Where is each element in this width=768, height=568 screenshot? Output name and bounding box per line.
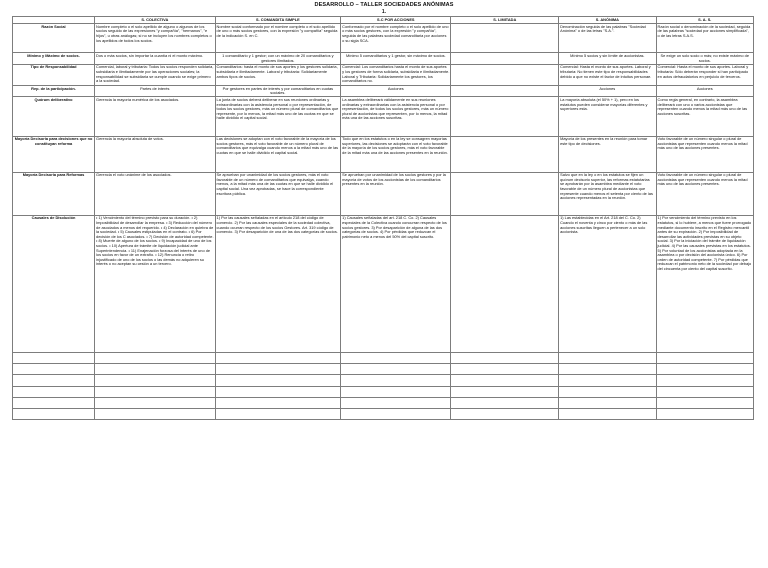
table-cell: Acciones — [341, 85, 451, 96]
row-label: Causales de Disolución — [13, 215, 95, 352]
table-cell: Comercial: Hasta el monto de sus aportes. Laboral y tributaria: No tienen este tipo de responsabilidades debido a que no existe el factor de intuitus personae. — [559, 64, 656, 85]
table-row — [13, 97, 754, 136]
table-row — [13, 136, 754, 172]
document-subtitle: 1. — [381, 9, 387, 15]
table-cell: Voto favorable de un número singular o plural de accionistas que representen cuando menos la mitad más uno de las acciones presentes. — [656, 136, 753, 172]
table-cell: Gerencia la mayoría absoluta de votos. — [95, 136, 216, 172]
table-cell — [451, 172, 559, 215]
table-cell: Nombre social conformado por el nombre completo o el solo apellido de uno o más socios gestores, con la expresión "y compañía" seguida de la indicación S. en C. — [215, 24, 341, 53]
table-cell: Comercial: Los comanditarios hasta el monto de sus aportes y los gestores de forma solidaria, subsidiaria e ilimitadamente. Laboral y Tributaria: Solidariamente los gestores, los comanditarios no. — [341, 64, 451, 85]
table-cell — [451, 136, 559, 172]
table-row — [13, 85, 754, 96]
table-cell: 1) Por vencimiento del término previsto en los estatutos, si lo hubiere, a menos que fuere prorrogado mediante documento inscrito en el Registro mercantil antes de su expiración. 2) Por imposibilidad de desarrollar las actividades previstas en su objeto social. 3) Por la iniciación del trámite de liquidación judicial. 4) Por las causales previstas en los estatutos. 5) Por voluntad de los accionistas adoptada en la asamblea o por decisión del accionista único. 6) Por orden de autoridad competente. 7) Por pérdidas que reduzcan el patrimonio neto de la sociedad por debajo del cincuenta por ciento del capital suscrito. — [656, 215, 753, 352]
row-label: Mayoría Decisoria para Reformas — [13, 172, 95, 215]
row-label: Razón Social — [13, 24, 95, 53]
table-cell: Voto favorable de un número singular o plural de accionistas que representen cuando menos la mitad más uno de las acciones presentes. — [656, 172, 753, 215]
table-row — [13, 215, 754, 352]
table-cell: Se aprueban por unanimidad de los socios gestores, más el voto favorable de un número de comanditarios que equivalga, cuando menos, a la mitad más una de las cuotas en que se halle dividido el capital social. Una vez aprobadas, se hace la correspondiente escritura pública. — [215, 172, 341, 215]
header-cell: S. ANÓNIMA — [559, 17, 656, 24]
table-cell: 1) Por las causales señaladas en el artículo 218 del código de comercio. 2) Por las causales especiales de la sociedad colectiva, cuando ocurran respecto de los socios Gestores. Art. 319 código de comercio. 3) Por desaparición de una de las dos categorías de socios. — [215, 215, 341, 352]
table-cell: Se exige un solo socio o más; no existe máximo de socios. — [656, 53, 753, 64]
row-label: Quórum deliberativo — [13, 97, 95, 136]
header-cell: S. COLECTIVA — [95, 17, 216, 24]
table-cell: Todo que en los estatutos o en la ley se consagren mayorías superiores, las decisiones se adoptarán con el voto favorable de la mayoría de los socios gestores, más el voto favorable de la mitad más una de las acciones presentes en la reunión. — [341, 136, 451, 172]
empty-row — [13, 353, 754, 364]
table-cell: La mayoría absoluta (el 50% + 1), pero en los estatutos pueden considerar mayorías diferentes y superiores esta. — [559, 97, 656, 136]
header-cell: S. COMANDITA SIMPLE — [215, 17, 341, 24]
document-title: DESARROLLO – TALLER SOCIEDADES ANÓNIMAS — [314, 2, 454, 8]
row-label: Tipo de Responsabilidad — [13, 64, 95, 85]
table-cell — [451, 64, 559, 85]
header-row — [13, 17, 754, 24]
table-cell: Mínimo 5 comanditarios y 1 gestor, sin máximo de socios. — [341, 53, 451, 64]
table-cell: Comercial: Hasta el monto de sus aportes. Laboral y tributaria: Sólo deberán responder si han participado en actos defraudatorios en perjuicio de terceros. — [656, 64, 753, 85]
row-label: Rep. de la participación. — [13, 85, 95, 96]
table-cell — [451, 85, 559, 96]
empty-row — [13, 386, 754, 397]
table-row — [13, 24, 754, 53]
table-cell: Comercial, laboral y tributaria: Todos los socios responden solidaria, subsidiaria e ilimitadamente por las operaciones sociales; la responsabilidad se subsidiaria se cumple cuando se exige primero a la sociedad. — [95, 64, 216, 85]
table-cell: Mínimo 5 socios y sin límite de accionistas. — [559, 53, 656, 64]
table-cell: 1) Las establecidas en el Art. 218 del C. Co. 2) Cuando el noventa y cinco por ciento o más de las acciones suscritas lleguen a pertenecer a un solo accionista. — [559, 215, 656, 352]
header-cell: S. A. S. — [656, 17, 753, 24]
header-cell: S.C POR ACCIONES — [341, 17, 451, 24]
table-cell: 1) Causales señaladas del art. 218 C. Co. 2) Causales especiales de la Colectiva cuando concurran respecto de los socios gestores. 3) Por desaparición de alguna de las dos categorías de socios. 4) Por pérdidas que reduzcan el patrimonio neto a menos del 50% del capital suscrito. — [341, 215, 451, 352]
table-cell: Dos o más socios, sin importar la cuantía ni el monto máximo. — [95, 53, 216, 64]
table-cell: Conformado por el nombre completo o el solo apellido de uno o más socios gestores, con la expresión "y compañía", seguida de las palabras sociedad comanditaria por acciones o su sigla SCA. — [341, 24, 451, 53]
table-cell: Partes de interés — [95, 85, 216, 96]
table-cell: Gerencia la mayoría numérica de los asociados. — [95, 97, 216, 136]
table-cell: Las decisiones se adoptan con el voto favorable de la mayoría de los socios gestores, más el voto favorable de un número plural de comanditarios que equivalga cuando menos a la mitad más uno de las cuotas en que se halle dividido el capital social. — [215, 136, 341, 172]
table-cell: Mayoría de los presentes en la reunión para tomar este tipo de decisiones. — [559, 136, 656, 172]
table-cell: Gerencia el voto unánime de los asociados. — [95, 172, 216, 215]
table-cell: Acciones — [559, 85, 656, 96]
header-cell — [13, 17, 95, 24]
table-row — [13, 53, 754, 64]
table-cell — [451, 53, 559, 64]
row-label: Mínimo y Máximo de socios. — [13, 53, 95, 64]
table-cell — [451, 215, 559, 352]
empty-row — [13, 397, 754, 408]
empty-row — [13, 364, 754, 375]
table-cell: La junta de socios deberá deliberar en sus reuniones ordinarias y extraordinarias con la asistencia personal o por representación, de todos los socios gestores, más un número plural de comanditarios que represente, por lo menos, la mitad más uno de las cuotas en que se halle dividido el capital social. — [215, 97, 341, 136]
empty-row — [13, 409, 754, 420]
table-cell: Se aprueban por unanimidad de los socios gestores y por la mayoría de votos de los accionistas de los comanditarios presentes en la reunión. — [341, 172, 451, 215]
table-cell: Denominación seguida de las palabras "Sociedad Anónima" o de las letras "S.A.". — [559, 24, 656, 53]
table-row — [13, 172, 754, 215]
table-row — [13, 64, 754, 85]
table-cell: • 1) Vencimiento del término previsto para su duración. • 2) Imposibilidad de desarrollar la empresa. • 3) Reducción del número de asociados a menos del requerido. • 4) Declaración en quiebra de la sociedad. • 5) Causales estipuladas en el contrato. • 6) Por decisión de los C asociados. • 7) Decisión de autoridad competente. • 8) Muerte de alguno de los socios. • 9) Incapacidad de uno de los socios. • 10) Apertura de trámite de liquidación judicial ante Superintendencia. • 11) Enajenación forzosa del interés de uno de los socios en favor de un extraño. • 12) Renuncia o retiro injustificado de uno de los socios o las demás no adquieren su interés o no aceptan su cesión a un tercero. — [95, 215, 216, 352]
table-cell: Comanditarios: hasta el monto de sus aportes y los gestores solidaria, subsidiaria e ilimitadamente. Laboral y tributaria: Solidariamente ambos tipos de socios. — [215, 64, 341, 85]
table-cell: Por gestores en partes de interés y por comanditarios en cuotas sociales. — [215, 85, 341, 96]
table-cell: Como regla general, en contrario, la asamblea deliberará con uno o varios accionistas que representen cuando menos la mitad más uno de las acciones suscritas. — [656, 97, 753, 136]
table-cell: Razón social o denominación de la sociedad, seguida de las palabras "sociedad por acciones simplificada", o de las letras S.A.S. — [656, 24, 753, 53]
row-label: Mayoría Decisoria para decisiones que no constituyan reforma — [13, 136, 95, 172]
table-cell: Acciones — [656, 85, 753, 96]
header-cell: S. LIMITADA — [451, 17, 559, 24]
table-cell: 1 comanditario y 1 gestor; con un máximo de 20 comanditarios y gestores ilimitados. — [215, 53, 341, 64]
table-cell: Salvo que en la ley o en los estatutos se fijen un quórum decisorio superior, las reformas estatutarias se aprobarán por la asamblea mediante el voto favorable de un número plural de accionistas que represente cuando menos el setenta por ciento de las acciones representadas en la reunión. — [559, 172, 656, 215]
table-cell — [451, 24, 559, 53]
table-cell: La asamblea deliberará válidamente en sus reuniones ordinarias y extraordinarias con la asistencia personal o por representación, de todos los socios gestores, más un número plural de accionistas que representen, por lo menos, la mitad más una de las acciones suscritas. — [341, 97, 451, 136]
empty-row — [13, 375, 754, 386]
table-cell: Nombre completo o el solo apellido de alguno o algunos de los socios seguido de las expresiones "y compañía", "hermanos", "e hijos", u otras análogas; si no se incluyen los nombres completos o los apellidos de todos los socios. — [95, 24, 216, 53]
table-cell — [451, 97, 559, 136]
comparison-table — [12, 16, 754, 420]
